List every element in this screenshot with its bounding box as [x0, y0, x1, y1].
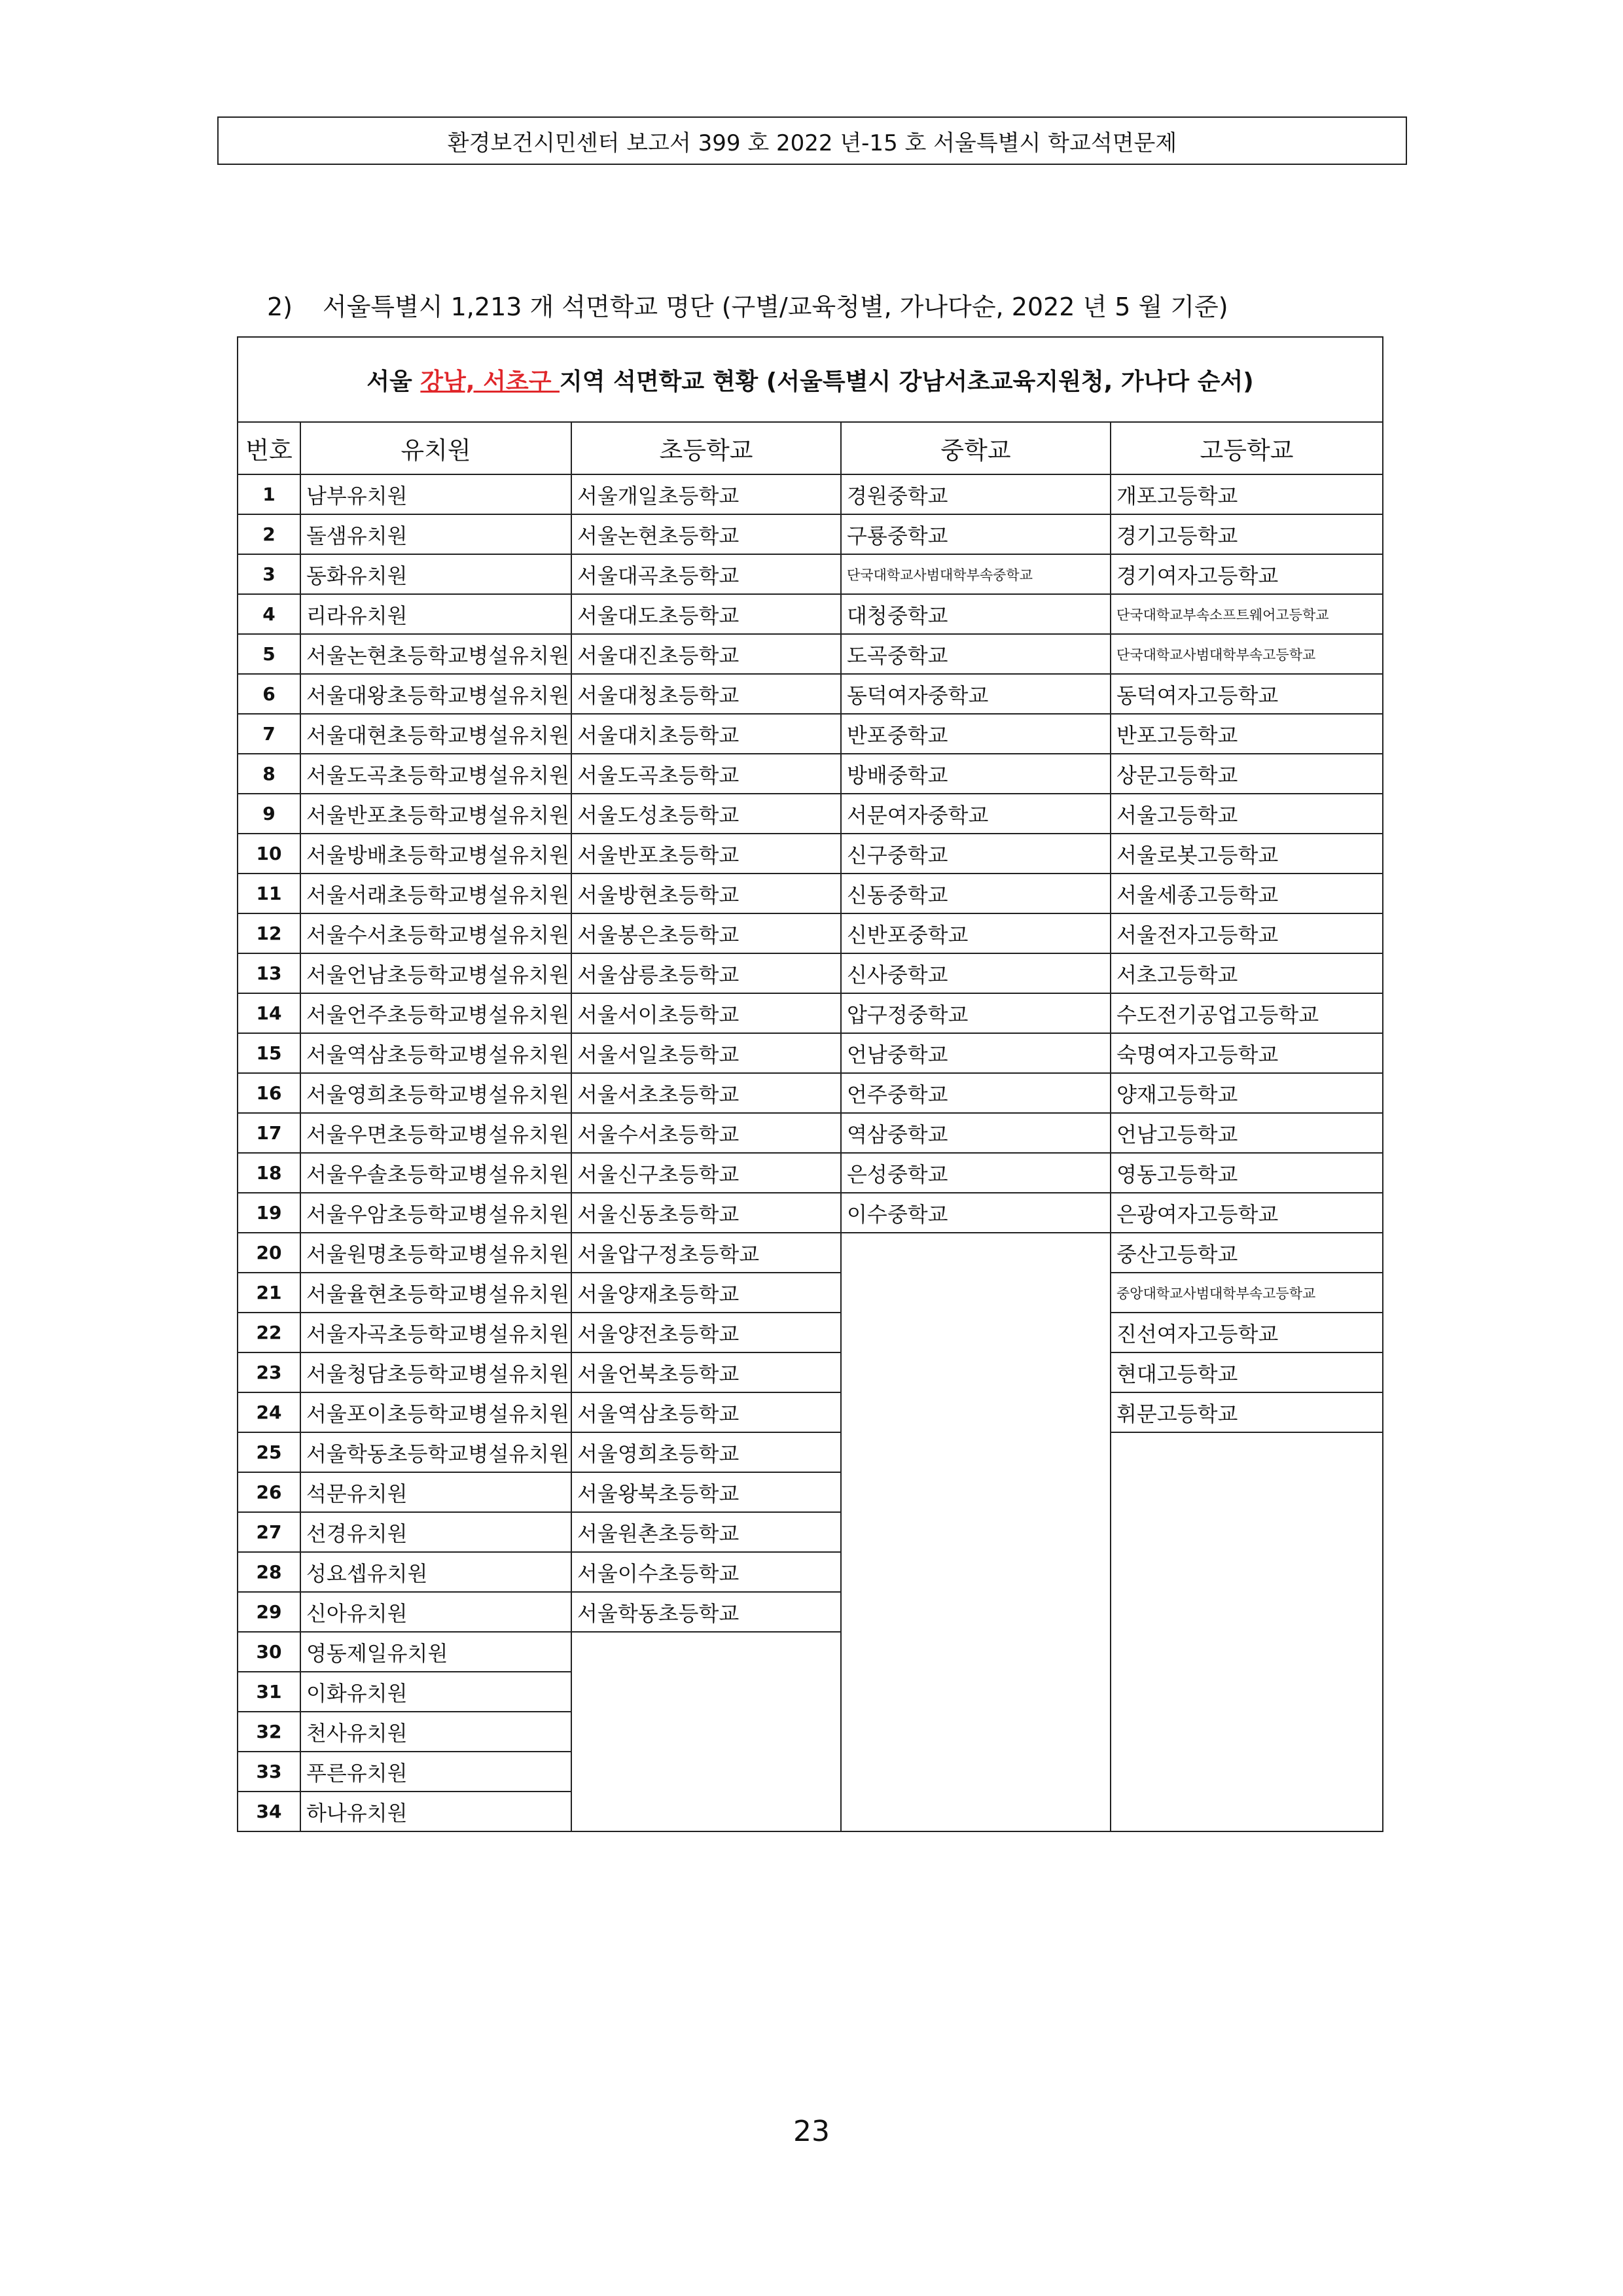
row-number: 34: [238, 1792, 300, 1831]
page-number: 23: [793, 2115, 830, 2148]
cell-kindergarten: 서울원명초등학교병설유치원: [300, 1233, 571, 1273]
row-number: 14: [238, 993, 300, 1033]
cell-high: 단국대학교사범대학부속고등학교: [1111, 634, 1383, 674]
cell-high: 휘문고등학교: [1111, 1392, 1383, 1432]
table-row: [238, 474, 1383, 514]
cell-middle: 반포중학교: [841, 714, 1111, 754]
table-row: [238, 1273, 1383, 1313]
cell-elementary: 서울도곡초등학교: [571, 754, 841, 794]
cell-middle: 압구정중학교: [841, 993, 1111, 1033]
header-elementary: 초등학교: [571, 422, 841, 474]
table-row: [238, 1313, 1383, 1352]
cell-high: 서울전자고등학교: [1111, 913, 1383, 953]
cell-elementary: 서울이수초등학교: [571, 1552, 841, 1592]
header-kindergarten: 유치원: [300, 422, 571, 474]
cell-elementary: 서울대청초등학교: [571, 674, 841, 714]
cell-elementary: 서울왕북초등학교: [571, 1472, 841, 1512]
header-high: 고등학교: [1111, 422, 1383, 474]
row-number: 25: [238, 1432, 300, 1472]
cell-middle: 단국대학교사범대학부속중학교: [841, 554, 1111, 594]
cell-middle: 구룡중학교: [841, 514, 1111, 554]
cell-middle: 동덕여자중학교: [841, 674, 1111, 714]
report-header: [217, 116, 1407, 165]
table-row: [238, 554, 1383, 594]
cell-high: 숙명여자고등학교: [1111, 1033, 1383, 1073]
cell-high: 서초고등학교: [1111, 953, 1383, 993]
row-number: 31: [238, 1672, 300, 1712]
row-number: 8: [238, 754, 300, 794]
table-row: [238, 1153, 1383, 1193]
row-number: 10: [238, 834, 300, 874]
cell-middle: 신구중학교: [841, 834, 1111, 874]
row-number: 5: [238, 634, 300, 674]
cell-middle: 언남중학교: [841, 1033, 1111, 1073]
cell-kindergarten: 서울영희초등학교병설유치원: [300, 1073, 571, 1113]
cell-middle: 신동중학교: [841, 874, 1111, 913]
table-row: [238, 634, 1383, 674]
row-number: 26: [238, 1472, 300, 1512]
cell-elementary: 서울삼릉초등학교: [571, 953, 841, 993]
table-row: [238, 1113, 1383, 1153]
cell-kindergarten: 서울수서초등학교병설유치원: [300, 913, 571, 953]
cell-elementary: 서울신구초등학교: [571, 1153, 841, 1193]
cell-elementary: 서울서초초등학교: [571, 1073, 841, 1113]
cell-elementary: 서울대곡초등학교: [571, 554, 841, 594]
empty-cell: [571, 1632, 841, 1831]
cell-elementary: 서울대진초등학교: [571, 634, 841, 674]
cell-high: 서울로봇고등학교: [1111, 834, 1383, 874]
row-number: 18: [238, 1153, 300, 1193]
cell-kindergarten: 동화유치원: [300, 554, 571, 594]
row-number: 7: [238, 714, 300, 754]
cell-kindergarten: 서울우암초등학교병설유치원: [300, 1193, 571, 1233]
cell-high: 경기여자고등학교: [1111, 554, 1383, 594]
row-number: 12: [238, 913, 300, 953]
cell-high: 단국대학교부속소프트웨어고등학교: [1111, 594, 1383, 634]
cell-elementary: 서울도성초등학교: [571, 794, 841, 834]
row-number: 9: [238, 794, 300, 834]
row-number: 4: [238, 594, 300, 634]
cell-kindergarten: 서울반포초등학교병설유치원: [300, 794, 571, 834]
table-row: [238, 594, 1383, 634]
table-row: [238, 953, 1383, 993]
section-number: 2): [267, 292, 293, 321]
cell-middle: 역삼중학교: [841, 1113, 1111, 1153]
row-number: 2: [238, 514, 300, 554]
row-number: 11: [238, 874, 300, 913]
cell-kindergarten: 서울언남초등학교병설유치원: [300, 953, 571, 993]
cell-elementary: 서울수서초등학교: [571, 1113, 841, 1153]
row-number: 24: [238, 1392, 300, 1432]
cell-kindergarten: 서울포이초등학교병설유치원: [300, 1392, 571, 1432]
caption-suffix: 지역 석면학교 현황 (서울특별시 강남서초교육지원청, 가나다 순서): [560, 368, 1254, 395]
table-row: [238, 714, 1383, 754]
cell-elementary: 서울압구정초등학교: [571, 1233, 841, 1273]
cell-elementary: 서울양전초등학교: [571, 1313, 841, 1352]
cell-kindergarten: 선경유치원: [300, 1512, 571, 1552]
table-row: [238, 1193, 1383, 1233]
section-title-text: 서울특별시 1,213 개 석면학교 명단 (구별/교육청별, 가나다순, 2022 년 5 월 기준): [323, 292, 1228, 321]
table-row: [238, 874, 1383, 913]
cell-elementary: 서울원촌초등학교: [571, 1512, 841, 1552]
row-number: 23: [238, 1352, 300, 1392]
table-row: [238, 1073, 1383, 1113]
cell-kindergarten: 신아유치원: [300, 1592, 571, 1632]
row-number: 33: [238, 1752, 300, 1792]
row-number: 17: [238, 1113, 300, 1153]
cell-elementary: 서울신동초등학교: [571, 1193, 841, 1233]
cell-high: 은광여자고등학교: [1111, 1193, 1383, 1233]
cell-kindergarten: 서울우솔초등학교병설유치원: [300, 1153, 571, 1193]
cell-high: 양재고등학교: [1111, 1073, 1383, 1113]
table-header-row: [238, 422, 1383, 474]
cell-high: 진선여자고등학교: [1111, 1313, 1383, 1352]
cell-kindergarten: 리라유치원: [300, 594, 571, 634]
table-row: [238, 674, 1383, 714]
table-row: [238, 1392, 1383, 1432]
empty-cell: [1111, 1432, 1383, 1831]
school-table-wrapper: [237, 336, 1382, 1832]
table-caption: [238, 337, 1383, 422]
cell-elementary: 서울대도초등학교: [571, 594, 841, 634]
row-number: 30: [238, 1632, 300, 1672]
row-number: 22: [238, 1313, 300, 1352]
cell-high: 중앙대학교사범대학부속고등학교: [1111, 1273, 1383, 1313]
cell-high: 반포고등학교: [1111, 714, 1383, 754]
table-row: [238, 1352, 1383, 1392]
cell-high: 언남고등학교: [1111, 1113, 1383, 1153]
table-body: [238, 474, 1383, 1831]
cell-middle: 대청중학교: [841, 594, 1111, 634]
cell-middle: 은성중학교: [841, 1153, 1111, 1193]
asbestos-school-table: [237, 336, 1383, 1832]
cell-kindergarten: 서울대현초등학교병설유치원: [300, 714, 571, 754]
cell-high: 중산고등학교: [1111, 1233, 1383, 1273]
cell-elementary: 서울논현초등학교: [571, 514, 841, 554]
row-number: 20: [238, 1233, 300, 1273]
cell-high: 영동고등학교: [1111, 1153, 1383, 1193]
cell-middle: 방배중학교: [841, 754, 1111, 794]
table-row: [238, 1432, 1383, 1472]
cell-kindergarten: 서울대왕초등학교병설유치원: [300, 674, 571, 714]
row-number: 6: [238, 674, 300, 714]
cell-kindergarten: 서울우면초등학교병설유치원: [300, 1113, 571, 1153]
table-row: [238, 993, 1383, 1033]
cell-kindergarten: 서울율현초등학교병설유치원: [300, 1273, 571, 1313]
cell-kindergarten: 하나유치원: [300, 1792, 571, 1831]
section-title: [267, 287, 1228, 323]
cell-kindergarten: 서울논현초등학교병설유치원: [300, 634, 571, 674]
cell-kindergarten: 서울역삼초등학교병설유치원: [300, 1033, 571, 1073]
row-number: 27: [238, 1512, 300, 1552]
cell-middle: 서문여자중학교: [841, 794, 1111, 834]
row-number: 1: [238, 474, 300, 514]
table-row: [238, 834, 1383, 874]
table-row: [238, 794, 1383, 834]
row-number: 13: [238, 953, 300, 993]
cell-high: 서울고등학교: [1111, 794, 1383, 834]
cell-kindergarten: 서울자곡초등학교병설유치원: [300, 1313, 571, 1352]
cell-elementary: 서울언북초등학교: [571, 1352, 841, 1392]
cell-kindergarten: 성요셉유치원: [300, 1552, 571, 1592]
table-row: [238, 514, 1383, 554]
cell-elementary: 서울반포초등학교: [571, 834, 841, 874]
row-number: 16: [238, 1073, 300, 1113]
row-number: 28: [238, 1552, 300, 1592]
table-row: [238, 754, 1383, 794]
cell-high: 동덕여자고등학교: [1111, 674, 1383, 714]
cell-elementary: 서울서이초등학교: [571, 993, 841, 1033]
cell-middle: 경원중학교: [841, 474, 1111, 514]
row-number: 21: [238, 1273, 300, 1313]
cell-middle: 신반포중학교: [841, 913, 1111, 953]
cell-high: 개포고등학교: [1111, 474, 1383, 514]
cell-middle: 도곡중학교: [841, 634, 1111, 674]
cell-kindergarten: 서울언주초등학교병설유치원: [300, 993, 571, 1033]
row-number: 32: [238, 1712, 300, 1752]
row-number: 15: [238, 1033, 300, 1073]
cell-kindergarten: 이화유치원: [300, 1672, 571, 1712]
cell-elementary: 서울영희초등학교: [571, 1432, 841, 1472]
cell-high: 상문고등학교: [1111, 754, 1383, 794]
table-row: [238, 1033, 1383, 1073]
header-middle: 중학교: [841, 422, 1111, 474]
header-number: 번호: [238, 422, 300, 474]
cell-kindergarten: 서울도곡초등학교병설유치원: [300, 754, 571, 794]
report-header-title: 환경보건시민센터 보고서 399 호 2022 년-15 호 서울특별시 학교석면문제: [447, 130, 1177, 156]
cell-kindergarten: 서울방배초등학교병설유치원: [300, 834, 571, 874]
cell-kindergarten: 석문유치원: [300, 1472, 571, 1512]
cell-middle: 신사중학교: [841, 953, 1111, 993]
cell-elementary: 서울봉은초등학교: [571, 913, 841, 953]
cell-kindergarten: 푸른유치원: [300, 1752, 571, 1792]
cell-kindergarten: 천사유치원: [300, 1712, 571, 1752]
cell-kindergarten: 서울학동초등학교병설유치원: [300, 1432, 571, 1472]
row-number: 19: [238, 1193, 300, 1233]
table-row: [238, 913, 1383, 953]
cell-kindergarten: 남부유치원: [300, 474, 571, 514]
cell-kindergarten: 서울청담초등학교병설유치원: [300, 1352, 571, 1392]
cell-elementary: 서울방현초등학교: [571, 874, 841, 913]
cell-elementary: 서울학동초등학교: [571, 1592, 841, 1632]
cell-elementary: 서울개일초등학교: [571, 474, 841, 514]
caption-highlight: 강남, 서초구: [420, 368, 560, 395]
empty-cell: [841, 1233, 1111, 1831]
cell-high: 현대고등학교: [1111, 1352, 1383, 1392]
cell-kindergarten: 서울서래초등학교병설유치원: [300, 874, 571, 913]
row-number: 3: [238, 554, 300, 594]
cell-middle: 언주중학교: [841, 1073, 1111, 1113]
table-row: [238, 1233, 1383, 1273]
cell-kindergarten: 돌샘유치원: [300, 514, 571, 554]
caption-prefix: 서울: [366, 368, 421, 395]
cell-elementary: 서울양재초등학교: [571, 1273, 841, 1313]
cell-elementary: 서울대치초등학교: [571, 714, 841, 754]
cell-high: 수도전기공업고등학교: [1111, 993, 1383, 1033]
cell-elementary: 서울서일초등학교: [571, 1033, 841, 1073]
cell-kindergarten: 영동제일유치원: [300, 1632, 571, 1672]
cell-elementary: 서울역삼초등학교: [571, 1392, 841, 1432]
cell-middle: 이수중학교: [841, 1193, 1111, 1233]
row-number: 29: [238, 1592, 300, 1632]
cell-high: 서울세종고등학교: [1111, 874, 1383, 913]
cell-high: 경기고등학교: [1111, 514, 1383, 554]
